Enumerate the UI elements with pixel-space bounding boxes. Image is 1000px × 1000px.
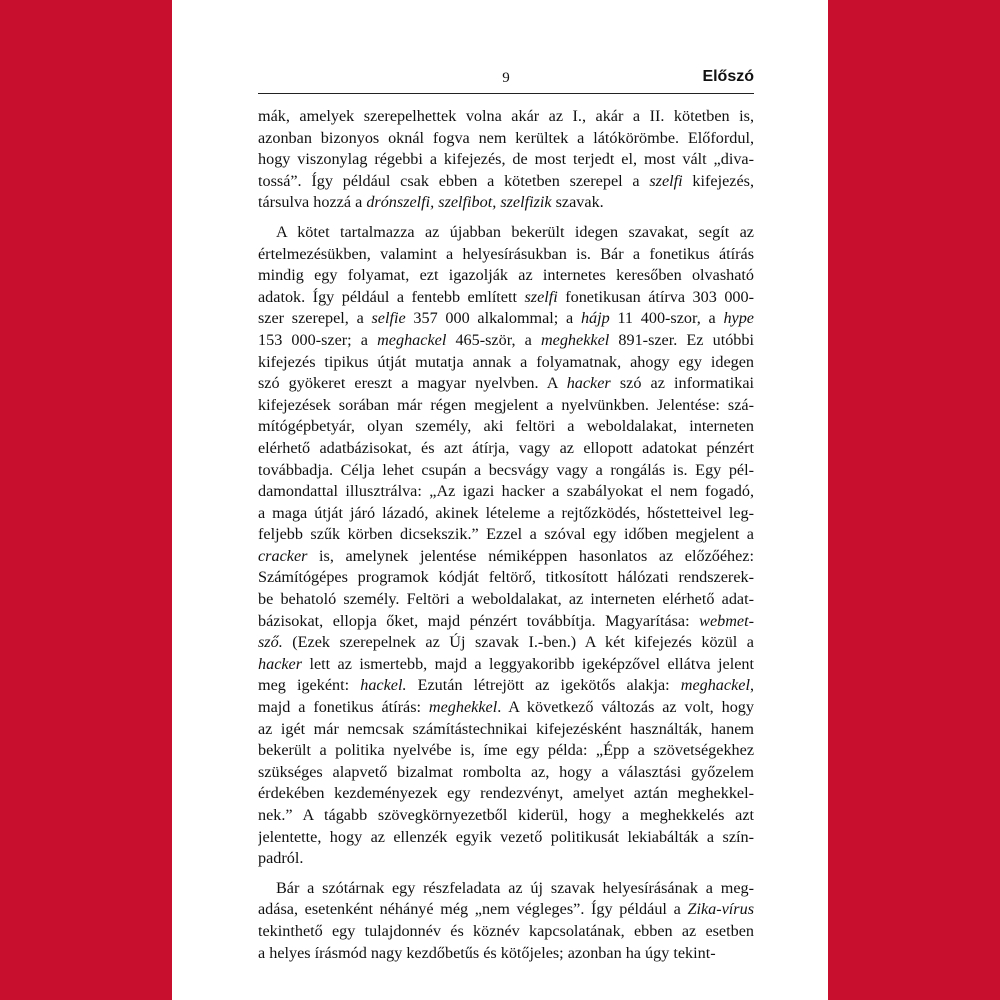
text-line bbox=[258, 524, 754, 546]
text-line bbox=[258, 611, 754, 633]
text-line bbox=[258, 827, 754, 849]
text-line bbox=[258, 416, 754, 438]
text-line bbox=[258, 265, 754, 287]
paragraph-gap bbox=[258, 214, 754, 222]
text-line bbox=[258, 128, 754, 150]
text-line bbox=[258, 943, 754, 965]
text-run: damondattal illusztrálva: „Az igazi hacker a szabályokat el nem fogadó, bbox=[258, 482, 754, 501]
italic-term: sző. bbox=[258, 633, 283, 652]
text-run: 153 000-szer; a bbox=[258, 330, 378, 349]
text-run: 891-szer. Ez utóbbi bbox=[609, 330, 754, 349]
italic-term: hype bbox=[723, 309, 754, 328]
paragraph bbox=[258, 106, 754, 214]
text-line bbox=[258, 287, 754, 309]
text-run: a maga útját járó lázadó, akinek lételeme a rejtőzködés, hőstetteivel leg- bbox=[258, 503, 754, 522]
text-run: kifejezések sorában már régen megjelent a nyelvünkben. Jelentése: szá- bbox=[258, 395, 754, 414]
text-run: 357 000 alkalommal; a bbox=[405, 309, 581, 328]
text-run: mítógépbetyár, olyan személy, aki feltöri a weboldalakat, interneten bbox=[258, 417, 754, 436]
text-line bbox=[258, 330, 754, 352]
text-run: mák, amelyek szerepelhettek volna akár az I., akár a II. kötetben is, bbox=[258, 107, 754, 125]
italic-term: selfie bbox=[371, 309, 406, 328]
text-run: szó gyökeret ereszt a magyar nyelvben. A bbox=[258, 374, 567, 393]
text-line bbox=[258, 395, 754, 417]
text-run: értelmezésükben, valamint a helyesírásukban is. Bár a fonetikus átírás bbox=[258, 244, 754, 263]
text-run: a helyes írásmód nagy kezdőbetűs és kötőjeles; azonban ha úgy tekint- bbox=[258, 943, 716, 962]
text-line bbox=[258, 675, 754, 697]
text-line bbox=[258, 222, 754, 244]
italic-term: meghekkel bbox=[428, 698, 498, 717]
text-line bbox=[258, 783, 754, 805]
text-run: kifejezés, bbox=[682, 171, 754, 190]
text-run: bekerült a politika nyelvébe is, íme egy példa: „Épp a szövetségekhez bbox=[258, 741, 754, 760]
text-run: 11 400-szor, a bbox=[609, 309, 724, 328]
text-run: majd a fonetikus átírás: bbox=[258, 698, 429, 717]
page-number: 9 bbox=[502, 70, 510, 86]
text-run: . A következő változás az volt, hogy bbox=[497, 698, 754, 717]
text-run: tekinthető egy tulajdonnév és köznév kapcsolatának, ebben az esetben bbox=[258, 921, 754, 940]
text-line bbox=[258, 589, 754, 611]
text-run: Bár a szótárnak egy részfeladata az új szavak helyesírásának a meg- bbox=[276, 878, 754, 897]
text-run: is, amelynek jelentése némiképpen hasonlatos az előzőéhez: bbox=[307, 546, 754, 565]
text-run: kifejezés tipikus útját mutatja annak a folyamatnak, ahogy egy idegen bbox=[258, 352, 754, 371]
text-line bbox=[258, 546, 754, 568]
text-line bbox=[258, 149, 754, 171]
text-line bbox=[258, 632, 754, 654]
text-run: szó az informatikai bbox=[610, 374, 754, 393]
text-line bbox=[258, 373, 754, 395]
text-run: hogy viszonylag régebbi a kifejezés, de most terjedt el, most vált „diva- bbox=[258, 150, 754, 169]
text-line bbox=[258, 438, 754, 460]
text-run: mindig egy folyamat, ezt igazolják az internetes keresőben olvasható bbox=[258, 266, 754, 285]
text-run: azonban bizonyos oknál fogva nem kerültek a látókörömbe. Előfordul, bbox=[258, 128, 754, 147]
text-run: szer szerepel, a bbox=[258, 309, 372, 328]
text-line bbox=[258, 654, 754, 676]
paragraph bbox=[258, 878, 754, 964]
text-run: nek.” A tágabb szövegkörnyezetből kiderül, hogy a meghekkelés azt bbox=[258, 806, 754, 824]
text-run: tossá”. Így például csak ebben a kötetben szerepel a bbox=[258, 171, 650, 190]
text-run: padról. bbox=[258, 849, 304, 868]
text-run: Számítógépes programok kódját feltörő, titkosított hálózati rendszerek- bbox=[258, 568, 754, 587]
text-run: A kötet tartalmazza az újabban bekerült idegen szavakat, segít az bbox=[276, 222, 754, 241]
text-run: Ezután létrejött az igekötős alakja: bbox=[406, 676, 681, 695]
italic-term: hackel. bbox=[360, 676, 407, 695]
book-page bbox=[172, 0, 828, 1000]
text-line bbox=[258, 106, 754, 128]
text-run: továbbadja. Célja lehet csupán a becsvágy vagy a rongálás is. Egy pél- bbox=[258, 460, 754, 479]
running-head: Előszó bbox=[702, 68, 754, 85]
text-run: (Ezek szerepelnek az Új szavak I.-ben.) A két kifejezés közül a bbox=[282, 633, 754, 652]
text-run: , bbox=[749, 676, 754, 695]
italic-term: hacker bbox=[566, 374, 611, 393]
text-run: szükséges alapvető bizalmat rombolta az, hogy a választási győzelem bbox=[258, 762, 754, 781]
text-run: lett az ismertebb, majd a leggyakoribb igeképzővel ellátva jelent bbox=[302, 654, 754, 673]
italic-term: meghekkel bbox=[540, 330, 610, 349]
italic-term: hacker bbox=[258, 654, 303, 673]
text-line bbox=[258, 192, 754, 214]
text-run: be behatoló személy. Feltöri a weboldalakat, az interneten elérhető adat- bbox=[258, 590, 754, 609]
text-run: bázisokat, ellopja őket, majd pénzért továbbítja. Magyarítása: bbox=[258, 611, 700, 630]
text-run: az igét már nemcsak számítástechnikai kifejezésként használták, hanem bbox=[258, 719, 754, 738]
text-line bbox=[258, 921, 754, 943]
text-run: feljebb szűk körben dicsekszik.” Ezzel a szóval egy időben megjelent a bbox=[258, 525, 754, 544]
italic-term: cracker bbox=[258, 546, 308, 565]
text-line bbox=[258, 308, 754, 330]
text-run: adatok. Így például a fentebb említett bbox=[258, 287, 525, 306]
header-rule bbox=[258, 93, 754, 94]
text-line bbox=[258, 899, 754, 921]
italic-term: szelfi bbox=[649, 171, 683, 190]
body-text bbox=[258, 106, 754, 964]
text-line bbox=[258, 244, 754, 266]
italic-term: meghackel bbox=[680, 676, 750, 695]
italic-term: webmet- bbox=[699, 611, 754, 630]
italic-term: hájp bbox=[580, 309, 610, 328]
text-line bbox=[258, 805, 754, 827]
text-run: 465-ször, a bbox=[446, 330, 541, 349]
text-run: meg igeként: bbox=[258, 676, 361, 695]
text-line bbox=[258, 740, 754, 762]
text-run: fonetikusan átírva 303 000- bbox=[557, 287, 754, 306]
paragraph-gap bbox=[258, 870, 754, 878]
text-line bbox=[258, 697, 754, 719]
text-run: szavak. bbox=[551, 193, 604, 212]
text-run: érdekében kezdeményezek egy rendezvényt, amelyet aztán meghekkel- bbox=[258, 784, 754, 803]
italic-term: Zika-vírus bbox=[687, 900, 754, 919]
text-line bbox=[258, 762, 754, 784]
paragraph bbox=[258, 222, 754, 870]
text-line bbox=[258, 481, 754, 503]
italic-term: drónszelfi, szelfibot, szelfizik bbox=[366, 193, 552, 212]
text-line bbox=[258, 503, 754, 525]
text-line bbox=[258, 460, 754, 482]
italic-term: szelfi bbox=[524, 287, 558, 306]
text-run: elérhető adatbázisokat, és azt átírja, vagy az ellopott adatokat pénzért bbox=[258, 438, 754, 457]
text-run: jelentette, hogy az ellenzék egyik vezető politikusát lekiabálták a szín- bbox=[258, 827, 754, 846]
text-line bbox=[258, 848, 754, 870]
text-run: társulva hozzá a bbox=[258, 193, 367, 212]
italic-term: meghackel bbox=[377, 330, 447, 349]
text-line bbox=[258, 352, 754, 374]
page-header bbox=[258, 66, 754, 96]
text-line bbox=[258, 567, 754, 589]
text-run: adása, esetenként néhányé még „nem végleges”. Így például a bbox=[258, 900, 688, 919]
text-line bbox=[258, 878, 754, 900]
text-line bbox=[258, 171, 754, 193]
text-line bbox=[258, 719, 754, 741]
